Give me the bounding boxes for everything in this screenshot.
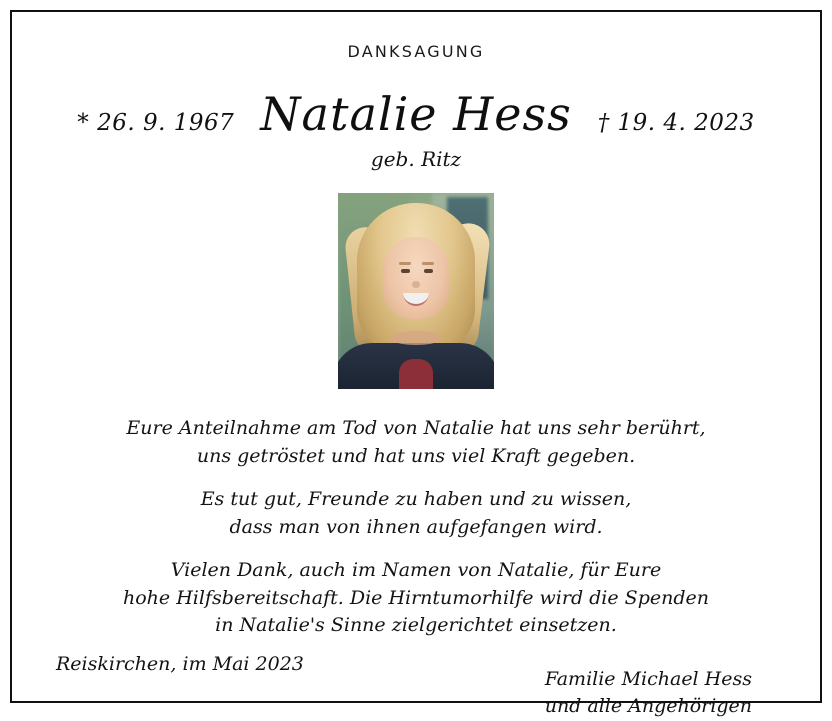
message-line: Es tut gut, Freunde zu haben und zu wissen,	[200, 488, 632, 511]
message-paragraph	[12, 415, 820, 470]
message-line: dass man von ihnen aufgefangen wird.	[229, 515, 603, 538]
message-line: in Natalie's Sinne zielgerichtet einsetzen.	[215, 614, 617, 637]
eyebrow-left	[399, 262, 411, 265]
birth-date: * 26. 9. 1967	[77, 110, 235, 136]
portrait-wrapper	[12, 193, 820, 389]
message-line: Vielen Dank, auch im Namen von Natalie, für Eure	[170, 559, 662, 582]
name-row	[12, 87, 820, 141]
nose	[412, 281, 420, 288]
signature-relatives: und alle Angehörigen	[544, 695, 752, 718]
eyebrow-right	[422, 262, 434, 265]
neck	[390, 331, 442, 345]
eye-right	[424, 269, 433, 273]
face	[383, 237, 449, 319]
notice-heading: DANKSAGUNG	[347, 42, 485, 61]
message-body	[12, 415, 820, 640]
maiden-name: geb. Ritz	[370, 147, 462, 171]
signature-family: Familie Michael Hess	[544, 667, 752, 690]
portrait-photo	[338, 193, 494, 389]
message-line: Eure Anteilnahme am Tod von Natalie hat uns sehr berührt,	[126, 417, 706, 439]
message-line: uns getröstet und hat uns viel Kraft gegeben.	[196, 444, 636, 467]
message-paragraph	[12, 557, 820, 640]
message-paragraph	[12, 486, 820, 541]
eye-left	[401, 269, 410, 273]
shirt	[399, 359, 433, 389]
message-line: hohe Hilfsbereitschaft. Die Hirntumorhilfe wird die Spenden	[123, 586, 709, 609]
place-and-date: Reiskirchen, im Mai 2023	[56, 653, 304, 675]
death-date: † 19. 4. 2023	[597, 110, 755, 136]
notice-frame	[10, 10, 822, 718]
deceased-name: Natalie Hess	[260, 87, 572, 141]
